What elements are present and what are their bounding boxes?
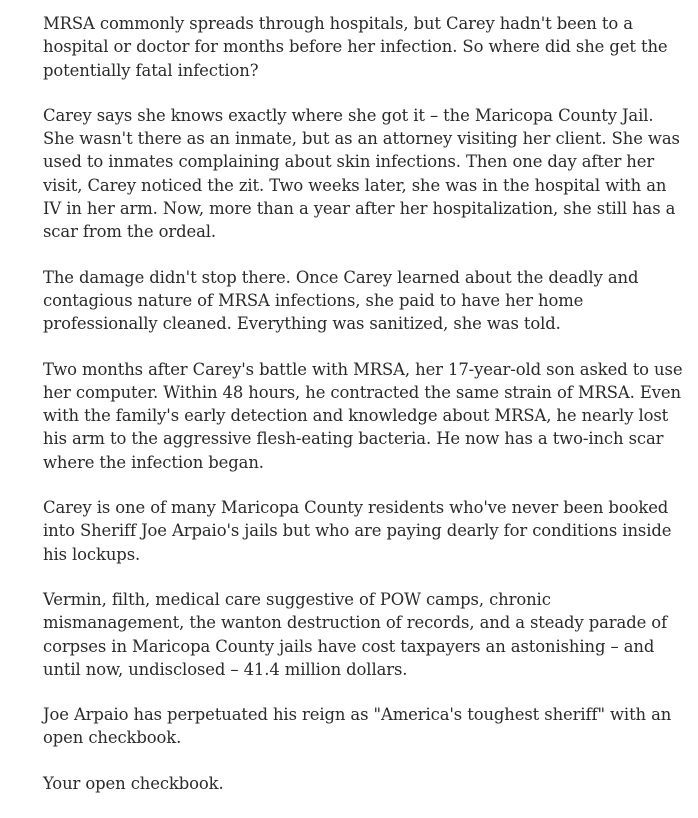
paragraph-4: Two months after Carey's battle with MRSA, her 17-year-old son asked to use her computer. Within 48 hours, he contracted the same strain of MRSA. Even with the family's early detection and knowledge about MRSA, he nearly lost his arm to the aggressive flesh-eating bacteria. He now has a two-inch scar where the infection began.	[43, 359, 683, 472]
article-body	[43, 12, 683, 795]
paragraph-5: Carey is one of many Maricopa County residents who've never been booked into Sheriff Joe Arpaio's jails but who are paying dearly for conditions inside his lockups.	[43, 498, 672, 564]
paragraph-2: Carey says she knows exactly where she got it – the Maricopa County Jail. She wasn't there as an inmate, but as an attorney visiting her client. She was used to inmates complaining about skin infections. Then one day after her visit, Carey noticed the zit. Two weeks later, she was in the hospital with an IV in her arm. Now, more than a year after her hospitalization, she still has a scar from the ordeal.	[43, 105, 680, 242]
paragraph-3: The damage didn't stop there. Once Carey learned about the deadly and contagious nature of MRSA infections, she paid to have her home professionally cleaned. Everything was sanitized, she was told.	[43, 267, 639, 334]
paragraph-1: MRSA commonly spreads through hospitals, but Carey hadn't been to a hospital or doctor for months before her infection. So where did she get the potentially fatal infection?	[43, 14, 668, 80]
paragraph-7: Joe Arpaio has perpetuated his reign as "America's toughest sheriff" with an open checkbook.	[43, 705, 672, 748]
paragraph-6: Vermin, filth, medical care suggestive of POW camps, chronic mismanagement, the wanton destruction of records, and a steady parade of corpses in Maricopa County jails have cost taxpayers an astonishing – and until now, undisclosed – 41.4 million dollars.	[43, 589, 668, 679]
paragraph-8: Your open checkbook.	[43, 773, 224, 793]
